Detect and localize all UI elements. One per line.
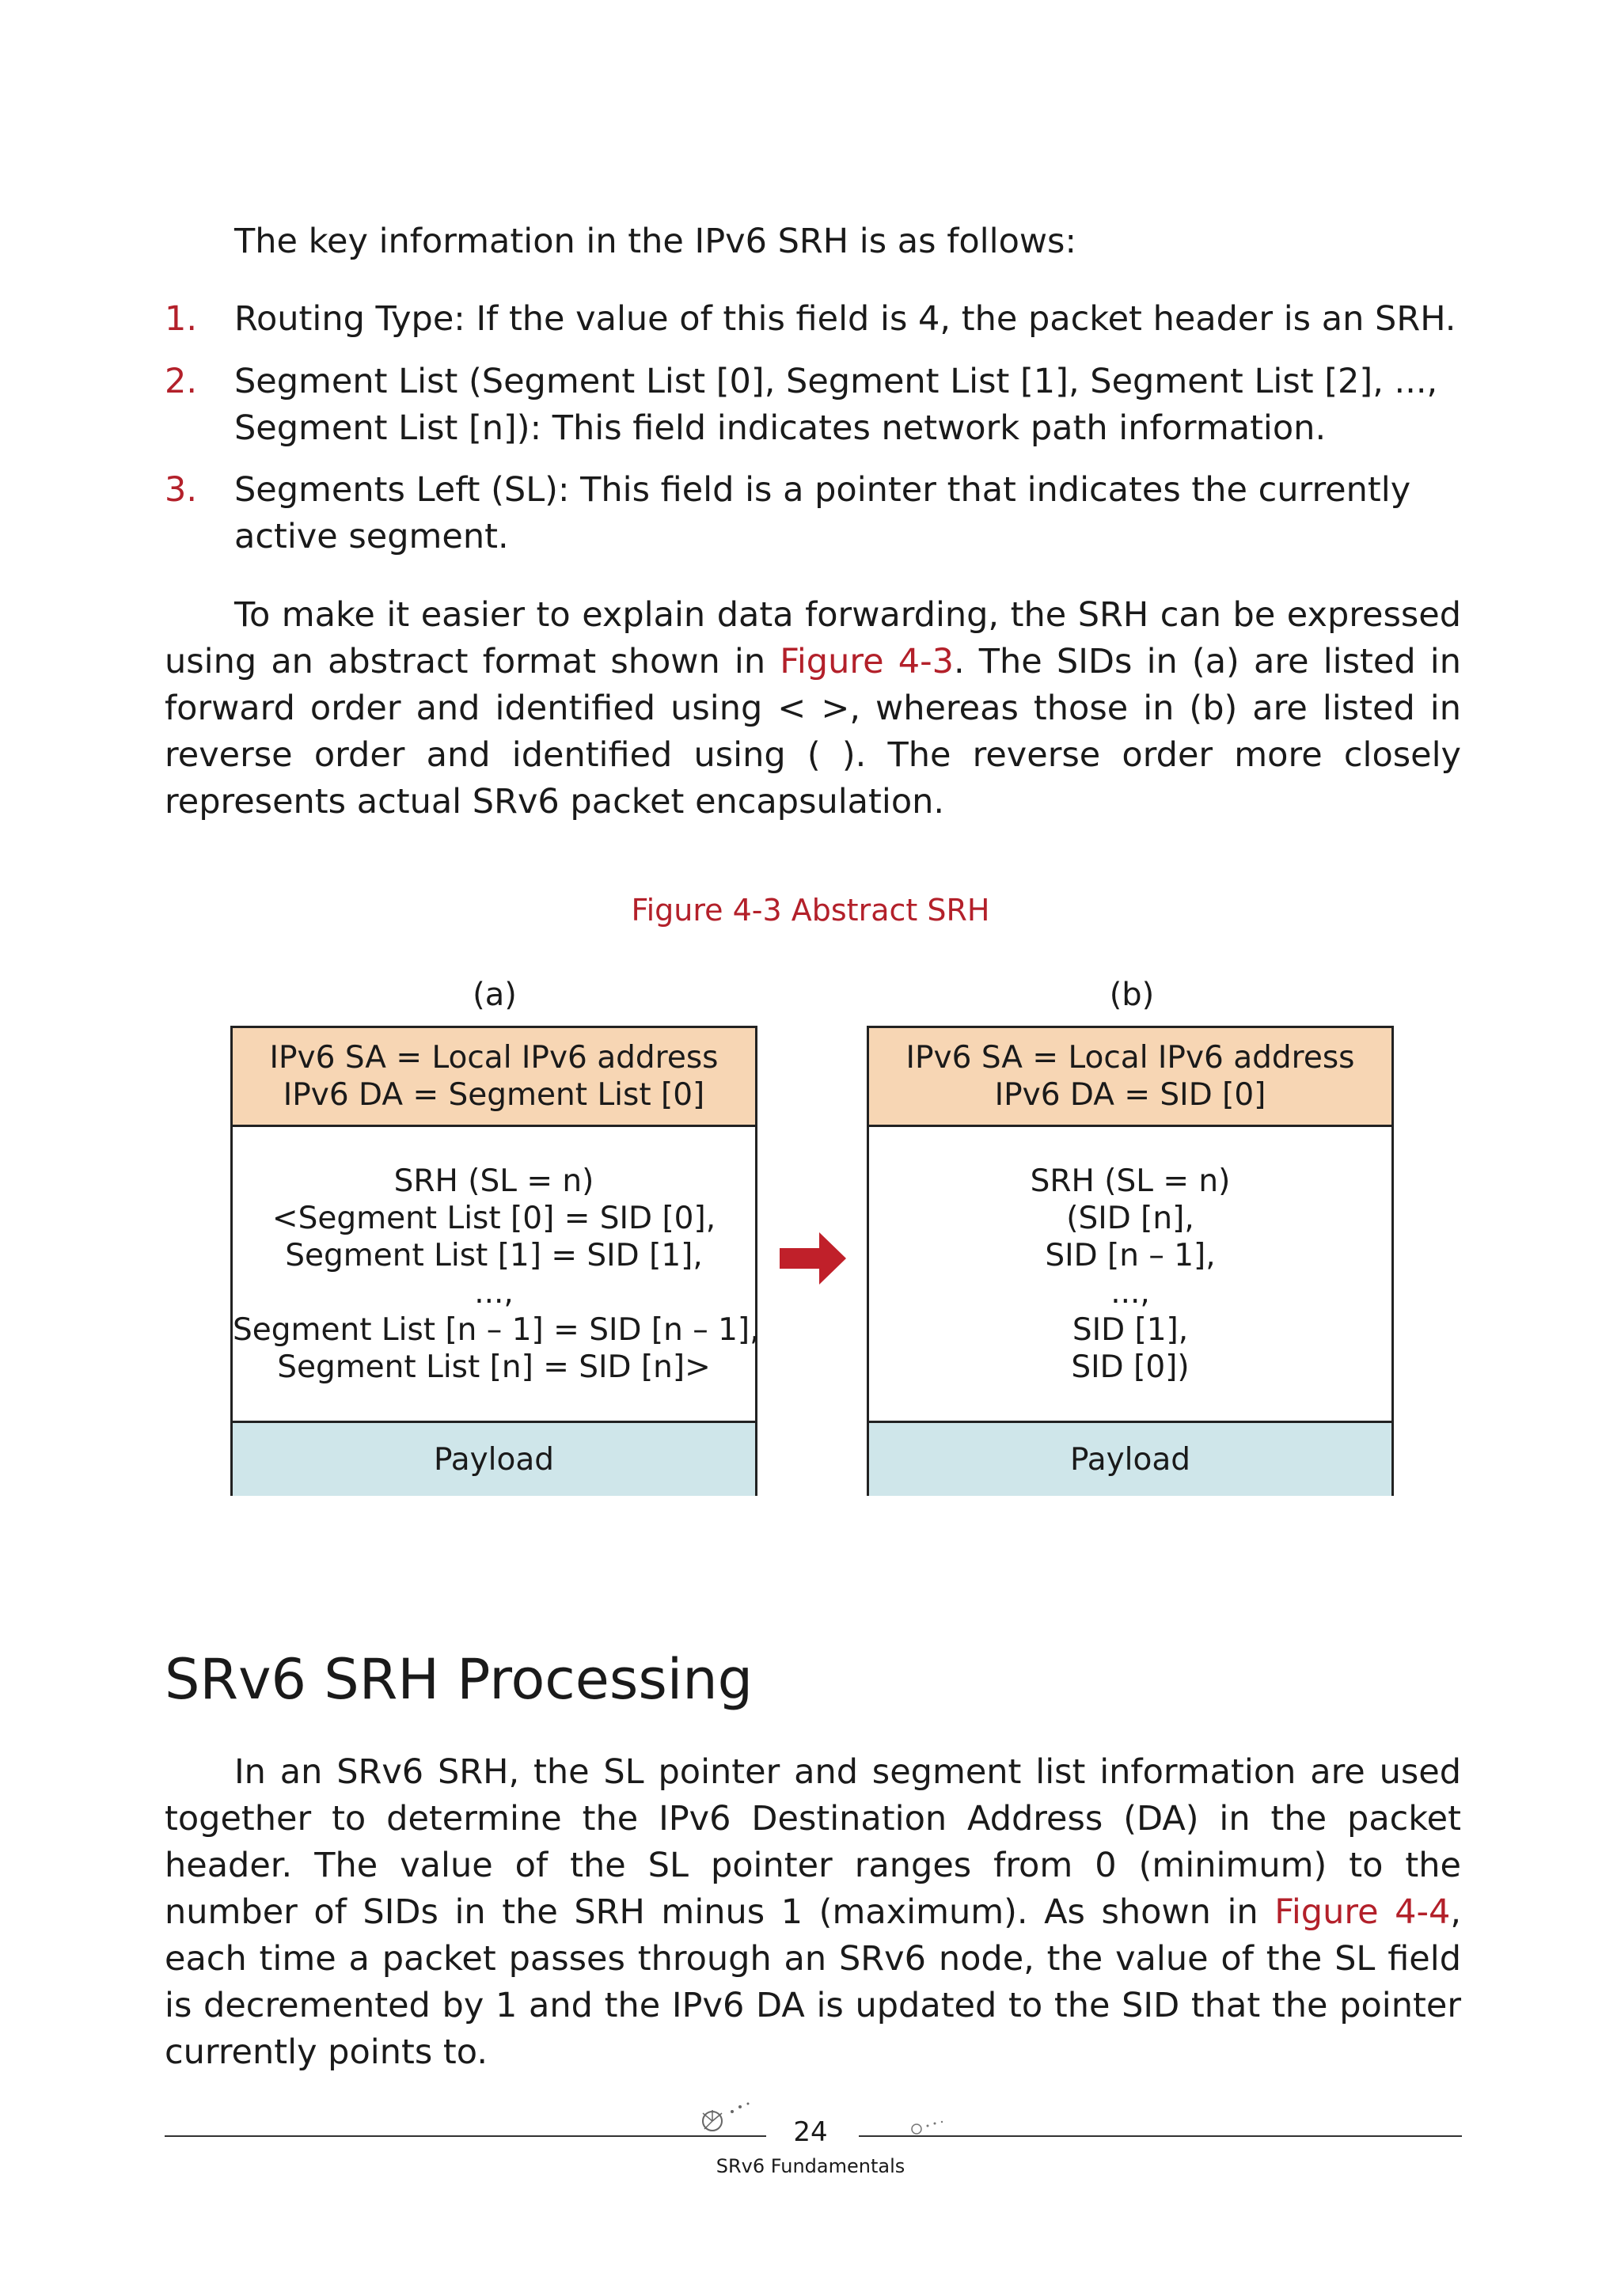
srh-block	[233, 1127, 760, 1423]
payload-block: Payload	[869, 1423, 1391, 1496]
srh-line: SID [1],	[1072, 1311, 1189, 1348]
list-number: 3.	[165, 470, 198, 510]
header-line: IPv6 DA = Segment List [0]	[283, 1077, 705, 1113]
srh-line: ...,	[1110, 1274, 1150, 1311]
list-item	[165, 296, 1461, 343]
list-number: 2.	[165, 362, 198, 401]
list-item	[165, 359, 1461, 452]
list-text: Routing Type: If the value of this field is 4, the packet header is an SRH.	[234, 299, 1456, 339]
srh-line: SRH (SL = n)	[1030, 1163, 1231, 1199]
srh-line: SID [n – 1],	[1045, 1237, 1216, 1273]
srh-reverse-box	[867, 1026, 1394, 1496]
figure-title: Figure 4-3 Abstract SRH	[631, 893, 990, 928]
list-text: Segment List (Segment List [0], Segment List [1], Segment List [2], ..., Segment List [n]): This field indicates network path information.	[234, 362, 1438, 448]
paragraph-text: To make it easier to explain data forwarding, the SRH can be expressed using an abstract format shown in	[165, 595, 1461, 681]
section-heading: SRv6 SRH Processing	[165, 1647, 754, 1712]
paragraph-text: . The SIDs in (a) are listed in forward order and identified using < >, whereas those in (b) are listed in reverse order and identified using ( ). The reverse order more closely represents actual SRv6 packet encapsulation.	[165, 642, 1461, 822]
right-arrow-icon	[780, 1232, 846, 1285]
footer-title: SRv6 Fundamentals	[716, 2155, 905, 2177]
payload-block: Payload	[233, 1423, 755, 1496]
figure-a-label: (a)	[473, 977, 517, 1013]
paragraph-srh-processing	[165, 1749, 1461, 2076]
paragraph-text: , each time a packet passes through an SRv6 node, the value of the SL field is decremented by 1 and the IPv6 DA is updated to the SID that the pointer currently points to.	[165, 1892, 1461, 2072]
figure-b-label: (b)	[1109, 977, 1155, 1013]
header-line: IPv6 DA = SID [0]	[994, 1077, 1266, 1113]
intro-text: The key information in the IPv6 SRH is as follows:	[234, 222, 1076, 261]
ipv6-header-block	[869, 1028, 1391, 1127]
header-line: IPv6 SA = Local IPv6 address	[269, 1040, 719, 1076]
ipv6-header-block	[233, 1028, 755, 1127]
list-item	[165, 467, 1461, 560]
srh-line: Segment List [n – 1] = SID [n – 1],	[233, 1311, 760, 1348]
srh-line: <Segment List [0] = SID [0],	[271, 1200, 716, 1236]
paragraph-text: In an SRv6 SRH, the SL pointer and segment list information are used together to determine the IPv6 Destination Address (DA) in the packet header. The value of the SL pointer ranges from 0 (minimum) to the number of SIDs in the SRH minus 1 (maximum). As shown in	[165, 1752, 1461, 1932]
page-number: 24	[793, 2116, 828, 2148]
srh-line: Segment List [n] = SID [n]>	[277, 1349, 711, 1385]
list-number: 1.	[165, 299, 198, 339]
srh-forward-box	[230, 1026, 760, 1496]
srh-block	[869, 1127, 1391, 1423]
header-line: IPv6 SA = Local IPv6 address	[905, 1040, 1355, 1076]
figure-4-4-link[interactable]: Figure 4-4	[1274, 1892, 1451, 1932]
srh-line: ...,	[474, 1274, 514, 1311]
srh-line: SID [0])	[1071, 1349, 1190, 1385]
paragraph-abstract-format	[165, 592, 1461, 825]
srh-line: Segment List [1] = SID [1],	[285, 1237, 703, 1273]
figure-4-3-link[interactable]: Figure 4-3	[780, 642, 954, 681]
list-text: Segments Left (SL): This field is a pointer that indicates the currently active segment.	[234, 470, 1411, 556]
srh-line: (SID [n],	[1066, 1200, 1194, 1236]
srh-line: SRH (SL = n)	[393, 1163, 594, 1199]
